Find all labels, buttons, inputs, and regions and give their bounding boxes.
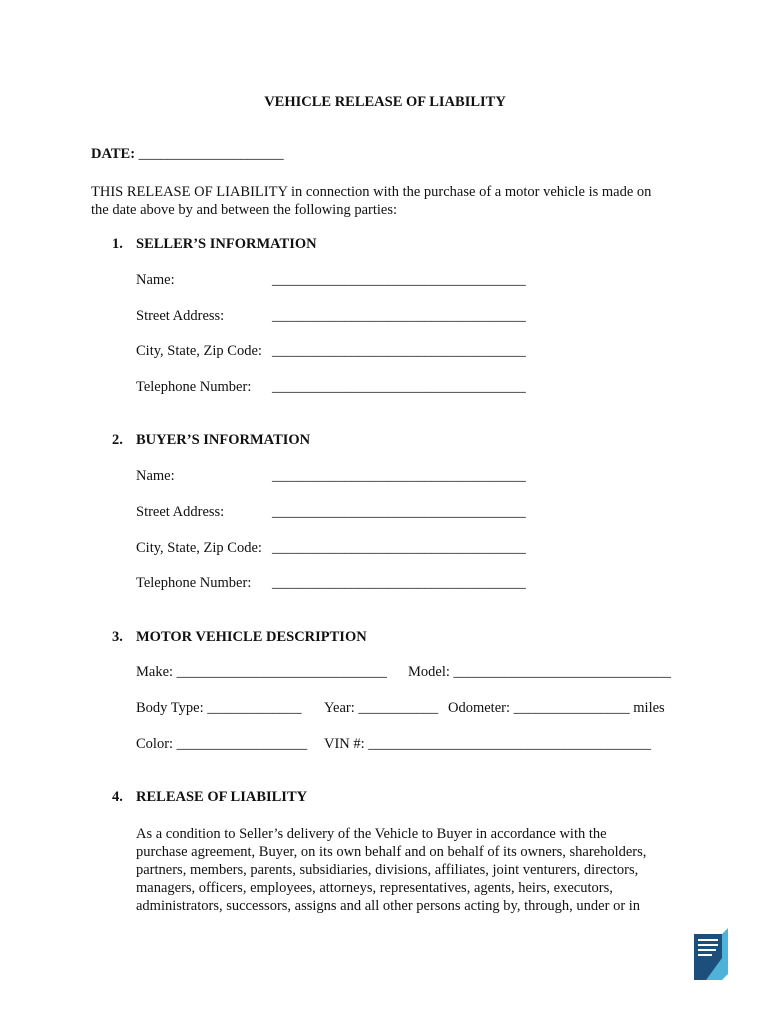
seller-section-title: SELLER’S INFORMATION <box>136 236 317 252</box>
document-logo-icon <box>692 928 730 982</box>
release-section-number: 4. <box>112 789 123 805</box>
vehicle-model-field[interactable]: Model: ______________________________ <box>408 664 672 680</box>
seller-name-field[interactable]: ___________________________________ <box>272 272 526 288</box>
release-section-title: RELEASE OF LIABILITY <box>136 789 308 805</box>
release-paragraph-line: purchase agreement, Buyer, on its own behalf and on behalf of its owners, shareholders, <box>136 844 647 860</box>
vehicle-vin-field[interactable]: VIN #: _______________________________________ <box>324 736 652 752</box>
date-label: DATE: <box>91 146 136 162</box>
vehicle-section-heading <box>112 629 367 646</box>
seller-phone-field[interactable]: ___________________________________ <box>272 379 526 395</box>
date-line[interactable] <box>91 146 284 163</box>
vehicle-year-field[interactable]: Year: ___________ <box>324 700 439 716</box>
buyer-city-label: City, State, Zip Code: <box>136 540 262 556</box>
buyer-city-field[interactable]: ___________________________________ <box>272 540 526 556</box>
buyer-section-title: BUYER’S INFORMATION <box>136 432 311 448</box>
vehicle-color-field[interactable]: Color: __________________ <box>136 736 308 752</box>
buyer-phone-label: Telephone Number: <box>136 575 252 591</box>
buyer-section-heading <box>112 432 310 449</box>
release-section-heading <box>112 789 307 806</box>
seller-city-label: City, State, Zip Code: <box>136 343 262 359</box>
intro-line-2: the date above by and between the following parties: <box>91 202 398 218</box>
release-paragraph-line: partners, members, parents, subsidiaries, divisions, affiliates, joint venturers, directors, <box>136 862 639 878</box>
intro-line-1: THIS RELEASE OF LIABILITY in connection with the purchase of a motor vehicle is made on <box>91 184 652 200</box>
vehicle-make-field[interactable]: Make: _____________________________ <box>136 664 387 680</box>
seller-street-label: Street Address: <box>136 308 225 324</box>
buyer-section-number: 2. <box>112 432 123 448</box>
seller-street-field[interactable]: ___________________________________ <box>272 308 526 324</box>
seller-section-number: 1. <box>112 236 123 252</box>
vehicle-body-type-field[interactable]: Body Type: _____________ <box>136 700 302 716</box>
seller-name-label: Name: <box>136 272 175 288</box>
seller-phone-label: Telephone Number: <box>136 379 252 395</box>
vehicle-section-number: 3. <box>112 629 123 645</box>
buyer-name-label: Name: <box>136 468 175 484</box>
seller-section-heading <box>112 236 317 253</box>
release-paragraph-line: managers, officers, employees, attorneys, representatives, agents, heirs, executors, <box>136 880 613 896</box>
seller-city-field[interactable]: ___________________________________ <box>272 343 526 359</box>
buyer-name-field[interactable]: ___________________________________ <box>272 468 526 484</box>
release-paragraph-line: administrators, successors, assigns and all other persons acting by, through, under or in <box>136 898 641 914</box>
buyer-street-field[interactable]: ___________________________________ <box>272 504 526 520</box>
document-title: VEHICLE RELEASE OF LIABILITY <box>264 94 506 110</box>
release-paragraph-line: As a condition to Seller’s delivery of the Vehicle to Buyer in accordance with the <box>136 826 607 842</box>
buyer-phone-field[interactable]: ___________________________________ <box>272 575 526 591</box>
vehicle-odometer-field[interactable]: Odometer: ________________ miles <box>448 700 665 716</box>
date-blank[interactable]: ____________________ <box>138 146 284 162</box>
buyer-street-label: Street Address: <box>136 504 225 520</box>
vehicle-section-title: MOTOR VEHICLE DESCRIPTION <box>136 629 367 645</box>
